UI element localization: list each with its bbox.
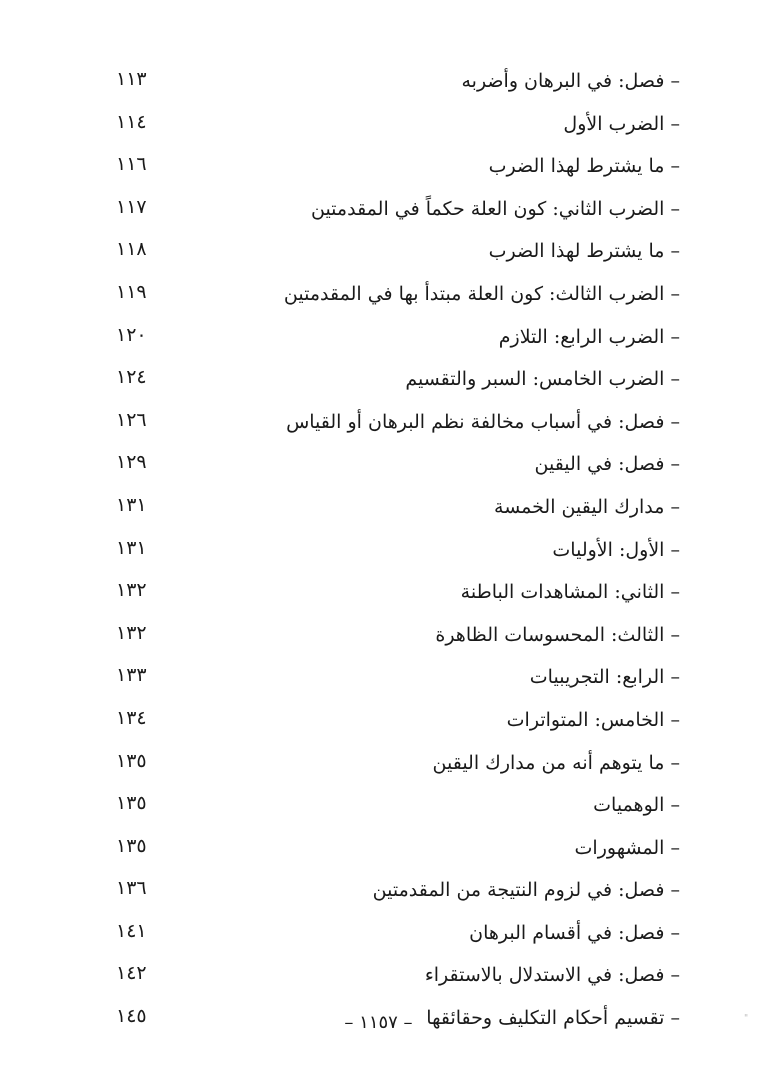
toc-entry-title: – ما يتوهم أنه من مدارك اليقين — [432, 751, 680, 774]
toc-entry-page-number: ١١٨ — [116, 238, 147, 261]
toc-entry — [100, 105, 680, 148]
page-number-footer: – ١١٥٧ – — [344, 1012, 413, 1033]
toc-entry-title: – مدارك اليقين الخمسة — [494, 495, 680, 518]
toc-entry-title: – فصل: في أسباب مخالفة نظم البرهان أو القياس — [286, 410, 680, 433]
toc-entry-page-number: ١٢٤ — [116, 366, 147, 389]
toc-entry-title: – فصل: في لزوم النتيجة من المقدمتين — [372, 879, 680, 902]
toc-entry-page-number: ١٢٠ — [116, 323, 147, 346]
toc-entry-page-number: ١٤١ — [116, 919, 147, 942]
toc-entry — [100, 232, 680, 275]
toc-entry — [100, 744, 680, 787]
toc-entry-page-number: ١٣٥ — [116, 749, 147, 772]
toc-entry — [100, 360, 680, 403]
toc-entry-title: – المشهورات — [574, 836, 680, 859]
toc-entry-page-number: ١٤٢ — [116, 962, 147, 985]
toc-entry — [100, 786, 680, 829]
toc-entry-page-number: ١٢٦ — [116, 408, 147, 431]
toc-entry — [100, 190, 680, 233]
toc-entry-title: – الضرب الأول — [563, 112, 680, 135]
table-of-contents — [100, 62, 680, 1042]
toc-entry — [100, 531, 680, 574]
toc-entry — [100, 956, 680, 999]
toc-entry-title: – تقسيم أحكام التكليف وحقائقها — [426, 1007, 680, 1030]
toc-entry-page-number: ١١٤ — [116, 110, 147, 133]
toc-entry — [100, 871, 680, 914]
toc-entry-title: – ما يشترط لهذا الضرب — [488, 240, 680, 263]
toc-entry-page-number: ١٢٩ — [116, 451, 147, 474]
toc-entry-title: – الضرب الثالث: كون العلة مبتدأ بها في المقدمتين — [283, 282, 680, 305]
toc-entry — [100, 318, 680, 361]
scan-artifact-mark: " — [744, 1014, 749, 1024]
toc-entry-page-number: ١٣٢ — [116, 621, 147, 644]
toc-entry — [100, 914, 680, 957]
toc-entry — [100, 403, 680, 446]
toc-entry-page-number: ١٣٦ — [116, 877, 147, 900]
toc-entry-page-number: ١٣٥ — [116, 834, 147, 857]
toc-entry-page-number: ١٣١ — [116, 493, 147, 516]
toc-entry — [100, 701, 680, 744]
toc-entry-title: – فصل: في اليقين — [534, 453, 680, 476]
toc-entry-title: – ما يشترط لهذا الضرب — [488, 155, 680, 178]
toc-entry — [100, 147, 680, 190]
toc-entry-title: – الوهميات — [593, 794, 680, 817]
toc-entry-title: – الضرب الثاني: كون العلة حكماً في المقدمتين — [310, 197, 680, 220]
toc-entry-title: – الخامس: المتواترات — [506, 708, 680, 731]
toc-entry-page-number: ١١٩ — [116, 280, 147, 303]
toc-entry-page-number: ١٣٤ — [116, 706, 147, 729]
toc-entry-page-number: ١٤٥ — [116, 1005, 147, 1028]
toc-entry — [100, 275, 680, 318]
toc-entry-title: – الرابع: التجريبيات — [529, 666, 680, 689]
toc-entry-title: – الأول: الأوليات — [552, 538, 680, 561]
toc-entry-title: – فصل: في الاستدلال بالاستقراء — [424, 964, 680, 987]
toc-entry — [100, 573, 680, 616]
toc-entry-page-number: ١١٣ — [116, 68, 147, 90]
toc-entry-title: – الضرب الخامس: السبر والتقسيم — [405, 368, 680, 391]
toc-entry-page-number: ١١٦ — [116, 153, 147, 176]
toc-entry — [100, 445, 680, 488]
toc-entry-title: – الضرب الرابع: التلازم — [498, 325, 680, 348]
toc-entry-page-number: ١١٧ — [116, 195, 147, 218]
toc-entry-title: – الثالث: المحسوسات الظاهرة — [435, 623, 680, 646]
toc-entry-page-number: ١٣١ — [116, 536, 147, 559]
toc-entry — [100, 829, 680, 872]
toc-entry-page-number: ١٣٥ — [116, 792, 147, 815]
toc-entry — [100, 488, 680, 531]
toc-entry-title: – فصل: في البرهان وأضربه — [461, 70, 680, 92]
toc-entry-page-number: ١٣٣ — [116, 664, 147, 687]
toc-entry-title: – الثاني: المشاهدات الباطنة — [460, 581, 680, 604]
toc-entry-page-number: ١٣٢ — [116, 579, 147, 602]
toc-entry-title: – فصل: في أقسام البرهان — [469, 921, 680, 944]
toc-entry — [100, 616, 680, 659]
toc-entry — [100, 62, 680, 105]
toc-entry — [100, 658, 680, 701]
